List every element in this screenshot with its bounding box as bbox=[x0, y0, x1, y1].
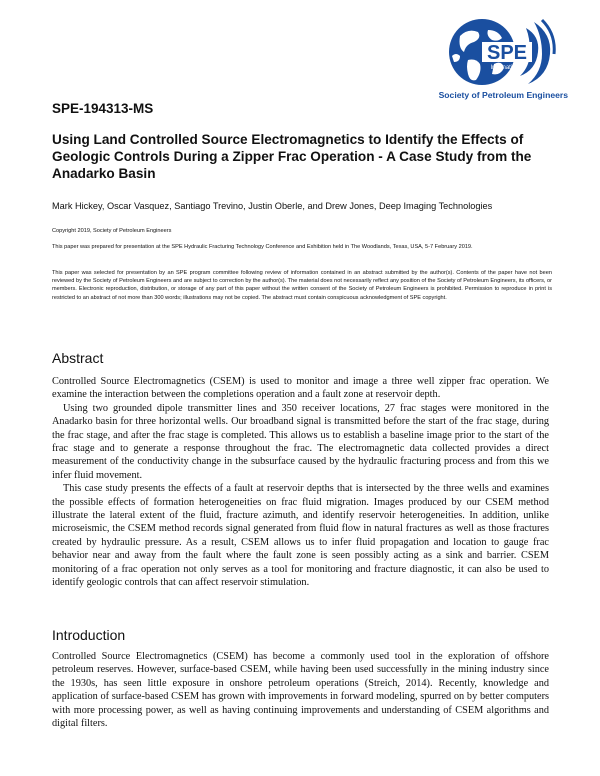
introduction-paragraph: Controlled Source Electromagnetics (CSEM) has become a commonly used tool in the exploration of offshore petroleum reserves. However, surface-based CSEM, while having been used successfully in the mining industry since the 1930s, has seen little exposure in onshore petroleum operations (Streich, 2014). Recently, knowledge and application of surface-based CSEM has grown with improvements in forward modeling, spurred on by better computers with more processing power, as well as having continuing improvements and understanding of CSEM algorithms and digital filters. bbox=[52, 651, 549, 730]
copyright-notice: Copyright 2019, Society of Petroleum Engineers bbox=[52, 228, 172, 234]
logo-wordmark bbox=[438, 16, 556, 90]
paper-number: SPE-194313-MS bbox=[52, 101, 154, 116]
abstract-paragraph: Using two grounded dipole transmitter lines and 350 receiver locations, 27 frac stages were monitored in the Anadarko basin for three horizontal wells. Our broadband signal is transmitted before the start of the frac stage, during the frac stage, and after the frac stage is completed. This allows us to establish a baseline image prior to the start of the frac stage and to generate a response throughout the frac. The electromagnetic data collected provides a direct measurement of the conductivity change in the subsurface caused by the hydraulic fracturing process and from this we infer fluid movement. bbox=[52, 402, 549, 481]
logo-subtext: International bbox=[490, 65, 524, 71]
paper-title: Using Land Controlled Source Electromagnetics to Identify the Effects of Geologic Controls During a Zipper Frac Operation - A Case Study from the Anadarko Basin bbox=[52, 132, 532, 181]
spe-logo bbox=[418, 16, 568, 104]
abstract-paragraph: Controlled Source Electromagnetics (CSEM) is used to monitor and image a three well zipper frac operation. We examine the interaction between the completions operation and a fault zone at reservoir depth. bbox=[52, 376, 549, 401]
abstract-heading: Abstract bbox=[52, 350, 104, 366]
society-name: Society of Petroleum Engineers bbox=[438, 90, 568, 100]
abstract-body bbox=[52, 375, 549, 590]
abstract-paragraph: This case study presents the effects of a fault at reservoir depths that is intersected by the three wells and examines the possible effects of formation heterogeneities on frac fluid migration. Images produced by our CSEM method illustrate the lateral extent of the fluid, fracture azimuth, and identify reservoir heterogeneities. In addition, unlike microseismic, the CSEM method records signal generated from fluid flow in natural fractures as well as those fractures created by hydraulic pressure. As a result, CSEM allows us to infer fluid propagation and location to gauge frac behavior near and away from the fault where the fault zone is seen possibly acting as a sink and barrier. CSEM monitoring of a frac operation not only serves as a tool for monitoring and fracture diagnostic, it can also be used to identify geologic controls that can affect reservoir stimulation. bbox=[52, 483, 549, 589]
author-list: Mark Hickey, Oscar Vasquez, Santiago Trevino, Justin Oberle, and Drew Jones, Deep Imaging Technologies bbox=[52, 201, 493, 211]
introduction-heading: Introduction bbox=[52, 627, 126, 643]
logo-text: SPE bbox=[486, 42, 528, 64]
presentation-notice: This paper was prepared for presentation at the SPE Hydraulic Fracturing Technology Conference and Exhibition held in The Woodlands, Texas, USA, 5-7 February 2019. bbox=[52, 244, 473, 250]
selection-notice: This paper was selected for presentation by an SPE program committee following review of information contained in an abstract submitted by the author(s). Contents of the paper have not been reviewed by the Society of Petroleum Engineers and are subject to correction by the author(s). The material does not necessarily reflect any position of the Society of Petroleum Engineers, its officers, or members. Electronic reproduction, distribution, or storage of any part of this paper without the written consent of the Society of Petroleum Engineers is prohibited. Permission to reproduce in print is restricted to an abstract of not more than 300 words; illustrations may not be copied. The abstract must contain conspicuous acknowledgment of SPE copyright. bbox=[52, 270, 552, 301]
introduction-body bbox=[52, 650, 549, 730]
